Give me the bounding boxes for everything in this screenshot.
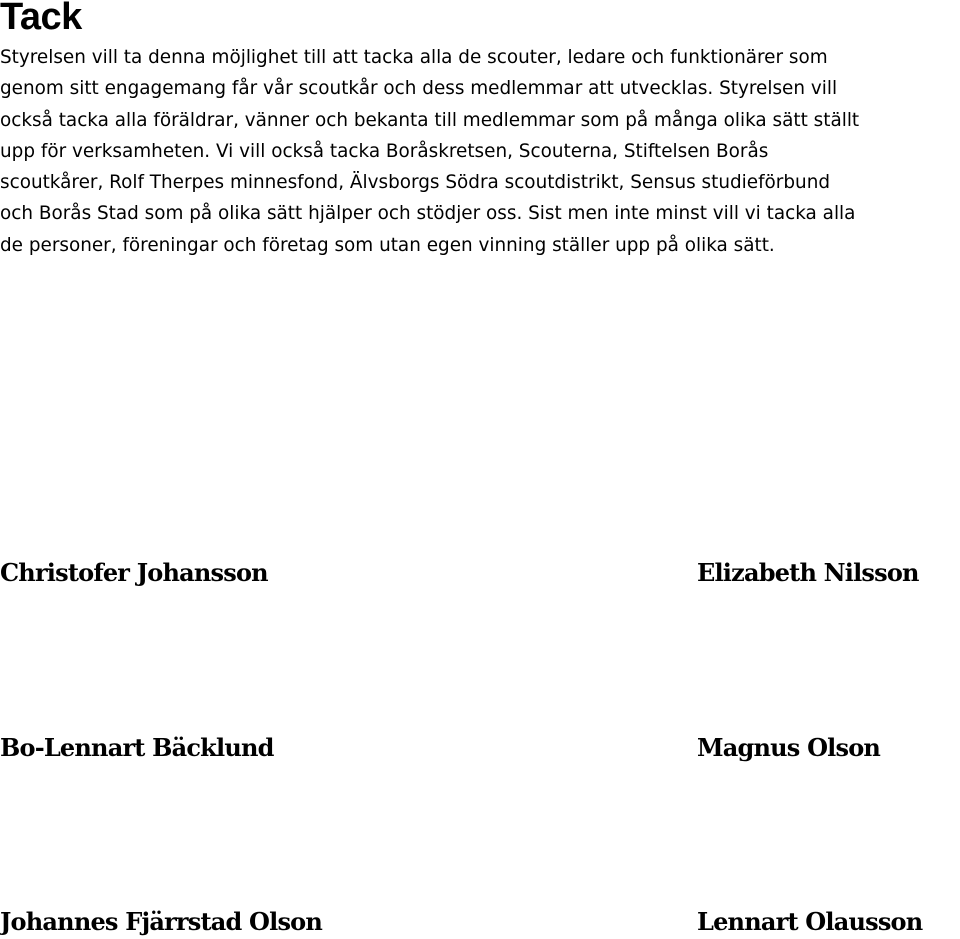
paragraph-line: och Borås Stad som på olika sätt hjälper och stödjer oss. Sist men inte minst vill vi tacka alla bbox=[0, 203, 856, 225]
paragraph-line: scoutkårer, Rolf Therpes minnesfond, Älvsborgs Södra scoutdistrikt, Sensus studieförbund bbox=[0, 172, 831, 194]
thank-you-paragraph bbox=[0, 42, 960, 261]
paragraph-line: Styrelsen vill ta denna möjlighet till att tacka alla de scouter, ledare och funktionärer som bbox=[0, 47, 828, 68]
signature-name: Bo-Lennart Bäcklund bbox=[0, 733, 274, 762]
signature-name: Johannes Fjärrstad Olson bbox=[0, 907, 323, 936]
signature-name: Lennart Olausson bbox=[697, 907, 923, 936]
page-title: Tack bbox=[0, 0, 82, 38]
paragraph-line: genom sitt engagemang får vår scoutkår och dess medlemmar att utvecklas. Styrelsen vill bbox=[0, 78, 838, 100]
paragraph-line: de personer, föreningar och företag som utan egen vinning ställer upp på olika sätt. bbox=[0, 234, 775, 256]
signature-name: Christofer Johansson bbox=[0, 558, 268, 587]
paragraph-line: upp för verksamheten. Vi vill också tacka Boråskretsen, Scouterna, Stiftelsen Borås bbox=[0, 140, 769, 162]
signature-name: Elizabeth Nilsson bbox=[697, 558, 919, 587]
paragraph-line: också tacka alla föräldrar, vänner och bekanta till medlemmar som på många olika sätt ställt bbox=[0, 109, 860, 131]
signature-name: Magnus Olson bbox=[697, 733, 881, 762]
